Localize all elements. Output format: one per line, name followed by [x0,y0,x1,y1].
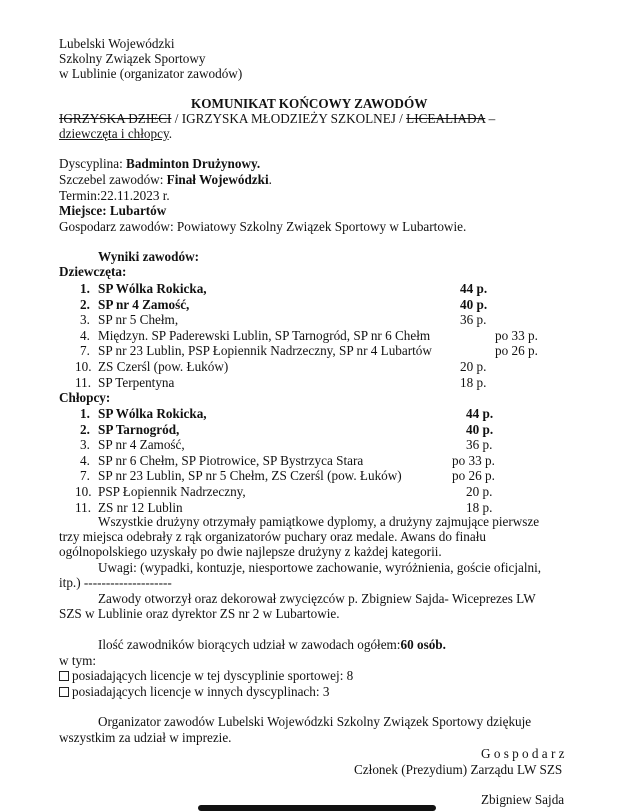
signature-name: Zbigniew Sajda [481,792,565,807]
level-line: Szczebel zawodów: Finał Wojewódzki. [59,172,272,187]
remarks-line2: itp.) -------------------- [59,575,172,590]
result-points: 36 p. [466,437,493,453]
result-team: SP Wólka Rokicka, [98,281,207,296]
thanks-line1: Organizator zawodów Lubelski Wojewódzki Szkolny Związek Sportowy dziękuje [98,714,532,729]
result-team: SP Terpentyna [98,374,175,390]
document-title: KOMUNIKAT KOŃCOWY ZAWODÓW [191,96,428,111]
result-place: 1. [80,406,90,421]
result-team: SP nr 6 Chełm, SP Piotrowice, SP Bystrzyca Stara [98,452,364,468]
level-value: Finał Wojewódzki [166,172,269,187]
result-place: 4. [80,452,90,468]
notes-p1-line2: trzy miejsca odebrały z rąk organizatorów puchary oraz medale. Awans do finału [59,529,486,544]
result-place: 3. [80,437,90,453]
option-separator: / IGRZYSKA MŁODZIEŻY SZKOLNEJ / [171,111,407,126]
result-team: SP Tarnogród, [98,421,180,437]
scroll-indicator-bar [198,805,436,811]
result-points: 44 p. [466,406,494,421]
remarks-line1: Uwagi: (wypadki, kontuzje, niesportowe zachowanie, wyróżnienia, goście oficjalni, [98,560,542,575]
result-place: 4. [80,327,90,343]
result-team: SP nr 4 Zamość, [98,437,185,453]
option-licealiada: LICEALIADA [406,111,486,126]
title-category: dziewczęta i chłopcy. [59,126,173,141]
result-place: 7. [80,468,90,484]
option-igrzyska-dzieci: IGRZYSKA DZIECI [59,111,172,126]
result-points: po 26 p. [452,468,495,484]
result-points: 40 p. [466,421,494,437]
result-team: Międzyn. SP Paderewski Lublin, SP Tarnogród, SP nr 6 Chełm [98,327,431,343]
girls-label: Dziewczęta: [59,264,127,279]
license-line-2: posiadających licencje w innych dyscyplinach: 3 [59,684,329,699]
result-place: 11. [75,499,91,515]
title-dash: – [485,111,496,126]
place-line: Miejsce: Lubartów [59,203,167,218]
result-points: po 33 p. [495,327,538,343]
result-place: 11. [75,374,91,390]
result-place: 1. [80,281,90,296]
notes-p1-line1: Wszystkie drużyny otrzymały pamiątkowe dyplomy, a drużyny zajmujące pierwsze [98,514,540,529]
category-text: dziewczęta i chłopcy [59,126,169,141]
result-place: 7. [80,343,90,359]
signature-host: G o s p o d a r z [481,746,565,761]
opening-line2: SZS w Lublinie oraz dyrektor ZS nr 2 w Lubartowie. [59,606,340,621]
result-points: po 26 p. [495,343,538,359]
results-heading: Wyniki zawodów: [98,249,199,264]
result-team: SP nr 4 Zamość, [98,296,190,312]
signature-role: Członek (Prezydium) Zarządu LW SZS [354,762,563,777]
in-that-label: w tym: [59,653,96,668]
result-points: 36 p. [460,312,487,328]
result-place: 10. [75,359,92,374]
result-team: SP nr 23 Lublin, PSP Łopiennik Nadrzeczny, SP nr 4 Lubartów [98,343,432,359]
discipline-line: Dyscyplina: Badminton Drużynowy. [59,156,261,171]
result-points: 18 p. [460,374,487,390]
result-place: 10. [75,484,92,499]
result-team: SP Wólka Rokicka, [98,406,207,421]
notes-p1-line3: ogólnopolskiego uzyskały po dwie najlepsze drużyny z każdej kategorii. [59,544,442,559]
discipline-value: Badminton Drużynowy. [126,156,261,171]
title-options [59,111,495,126]
participants-value: 60 osób. [400,637,446,652]
result-place: 3. [80,312,90,328]
license-line-1: posiadających licencje w tej dyscyplinie sportowej: 8 [59,668,353,683]
boys-label: Chłopcy: [59,390,111,405]
checkbox-icon [59,687,69,697]
result-team: PSP Łopiennik Nadrzeczny, [98,484,246,499]
org-line-3: w Lublinie (organizator zawodów) [59,66,243,81]
result-place: 2. [80,296,90,312]
result-points: 44 p. [460,281,488,296]
date-line: Termin:22.11.2023 r. [59,188,170,203]
thanks-line2: wszystkim za udział w imprezie. [59,730,232,745]
result-team: ZS Czerśl (pow. Łuków) [98,359,229,374]
result-points: po 33 p. [452,452,495,468]
result-points: 40 p. [460,296,488,312]
result-team: SP nr 5 Chełm, [98,312,179,328]
participants-count: Ilość zawodników biorących udział w zawodach ogółem:60 osób. [98,637,446,652]
org-line-2: Szkolny Związek Sportowy [59,51,206,66]
result-team: SP nr 23 Lublin, SP nr 5 Chełm, ZS Czerśl (pow. Łuków) [98,468,402,484]
result-team: ZS nr 12 Lublin [98,499,183,515]
checkbox-icon [59,671,69,681]
result-points: 18 p. [466,499,493,515]
org-line-1: Lubelski Wojewódzki [59,36,175,51]
result-points: 20 p. [460,359,487,374]
result-place: 2. [80,421,90,437]
result-points: 20 p. [466,484,493,499]
opening-line1: Zawody otworzył oraz dekorował zwycięzców p. Zbigniew Sajda- Wiceprezes LW [98,591,536,606]
host-line: Gospodarz zawodów: Powiatowy Szkolny Związek Sportowy w Lubartowie. [59,219,467,234]
